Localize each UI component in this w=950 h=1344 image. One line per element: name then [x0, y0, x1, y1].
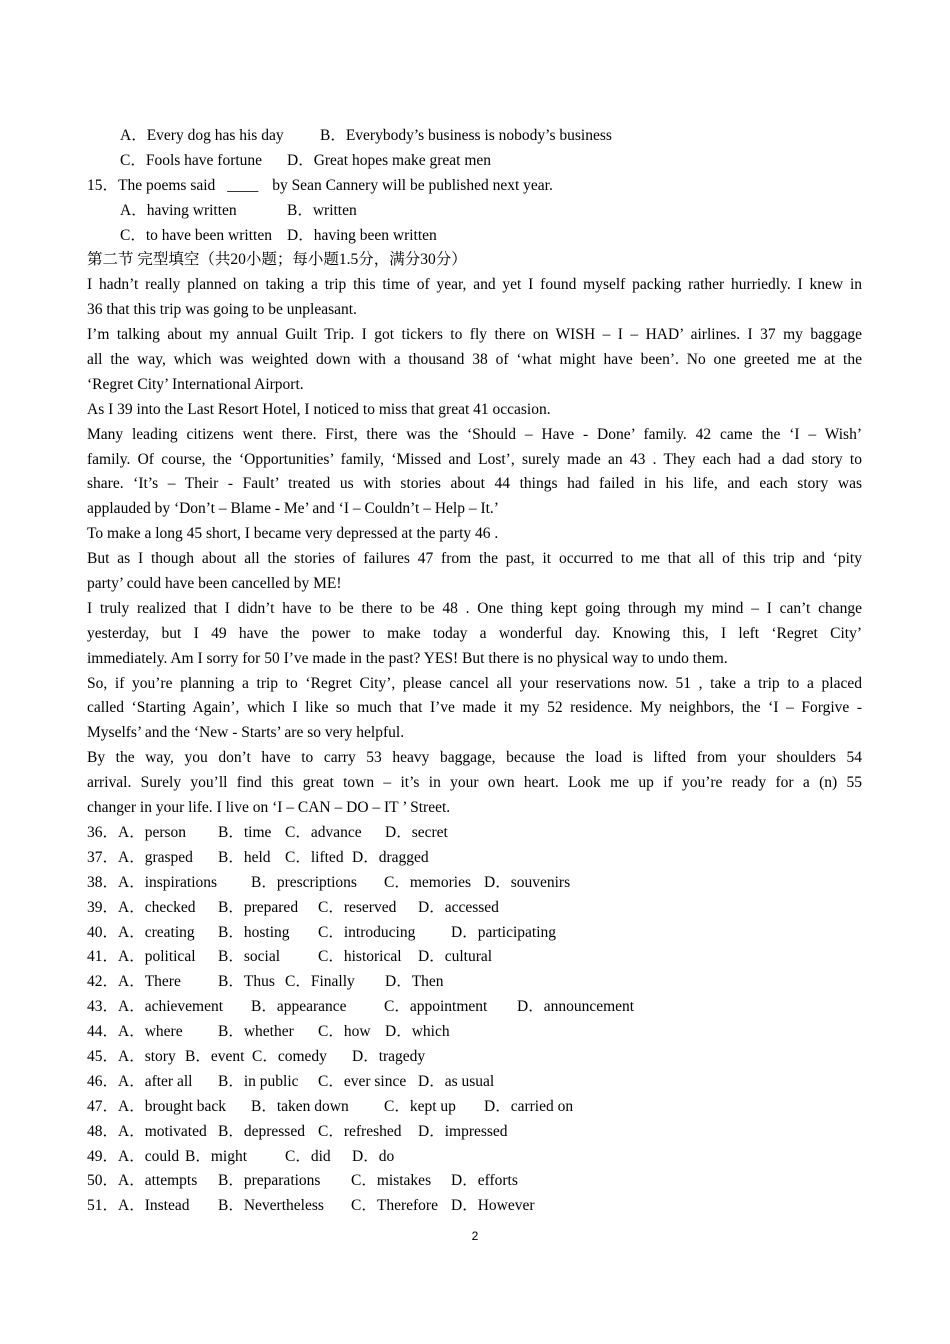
- option-b: B．might: [185, 1147, 248, 1165]
- q15-stem-pre: The poems said: [118, 176, 216, 194]
- page-content: [87, 124, 862, 1219]
- question-number: 41．: [87, 948, 119, 966]
- option-d: D．efforts: [451, 1172, 518, 1190]
- option-b: B．Thus: [218, 973, 275, 991]
- q14-option-b: B．Everybody’s business is nobody’s business: [320, 127, 612, 144]
- option-a: A．brought back: [118, 1097, 227, 1115]
- option-c: C．memories: [384, 873, 471, 891]
- cloze-question-50: [87, 1169, 862, 1194]
- option-a: A．There: [118, 973, 181, 991]
- passage-line: As I 39 into the Last Resort Hotel, I noticed to miss that great 41 occasion.: [87, 400, 551, 418]
- option-c: C．advance: [285, 823, 362, 841]
- q14-option-c: C．Fools have fortune: [120, 151, 263, 169]
- q15-number: 15．: [87, 176, 119, 194]
- option-d: D．However: [451, 1197, 535, 1215]
- cloze-question-46: [87, 1070, 862, 1095]
- option-c: C．refreshed: [318, 1122, 402, 1140]
- section-title: 第二节 完型填空（共20小题；每小题1.5分，满分30分）: [87, 251, 467, 269]
- option-a: A．creating: [118, 923, 195, 941]
- option-c: C．how: [318, 1023, 371, 1041]
- passage-line: I hadn’t really planned on taking a trip this time of year, and yet I found myself packing rather hurriedly. I knew in: [87, 276, 862, 294]
- option-d: D．do: [352, 1147, 395, 1165]
- passage-line: 36 that this trip was going to be unpleasant.: [87, 301, 357, 319]
- option-d: D．Then: [385, 973, 444, 991]
- cloze-question-38: [87, 871, 862, 896]
- option-b: B．hosting: [218, 923, 290, 941]
- q15-options-row-1: [87, 199, 862, 224]
- option-b: B．depressed: [218, 1122, 305, 1140]
- passage-line: arrival. Surely you’ll find this great town – it’s in your own heart. Look me up if you’re ready for a (n) 55: [87, 774, 862, 792]
- question-number: 50．: [87, 1172, 119, 1190]
- option-b: B．prepared: [218, 898, 299, 916]
- option-b: B．time: [218, 823, 272, 841]
- option-b: B．preparations: [218, 1172, 321, 1190]
- option-b: B．appearance: [251, 998, 347, 1016]
- option-d: D．impressed: [418, 1122, 508, 1140]
- cloze-question-40: [87, 921, 862, 946]
- option-c: C．reserved: [318, 898, 397, 916]
- cloze-question-45: [87, 1045, 862, 1070]
- option-b: B．event: [185, 1047, 245, 1065]
- cloze-question-36: [87, 821, 862, 846]
- question-number: 46．: [87, 1072, 119, 1090]
- cloze-question-41: [87, 945, 862, 970]
- question-number: 42．: [87, 973, 119, 991]
- option-b: B．Nevertheless: [218, 1197, 324, 1215]
- q14-options-row-2: [87, 149, 862, 174]
- q15-option-c: C．to have been written: [120, 226, 272, 244]
- passage-line: To make a long 45 short, I became very depressed at the party 46 .: [87, 525, 499, 543]
- q14-options-row-1: [87, 124, 862, 149]
- option-d: D．dragged: [352, 848, 429, 866]
- cloze-passage: [87, 273, 862, 821]
- passage-line: share. ‘It’s – Their - Fault’ treated us with stories about 44 things had failed in his life, and each story was: [87, 475, 862, 493]
- passage-line: But as I though about all the stories of failures 47 from the past, it occurred to me that all of this trip and ‘pity: [87, 550, 862, 568]
- option-a: A．person: [118, 823, 187, 841]
- page-number: 2: [471, 1229, 479, 1243]
- question-number: 36．: [87, 823, 119, 841]
- option-d: D．secret: [385, 823, 448, 841]
- q15-options-row-2: [87, 224, 862, 249]
- option-a: A．attempts: [118, 1172, 198, 1190]
- cloze-question-49: [87, 1145, 862, 1170]
- option-d: D．accessed: [418, 898, 499, 916]
- option-a: A．where: [118, 1023, 183, 1041]
- passage-line: called ‘Starting Again’, which I like so much that I’ve made it my 52 residence. My neighbors, the ‘I – Forgive -: [87, 699, 862, 717]
- passage-line: I truly realized that I didn’t have to be there to be 48 . One thing kept going through my mind – I can’t change: [87, 599, 862, 617]
- option-a: A．Instead: [118, 1197, 190, 1215]
- question-number: 43．: [87, 998, 119, 1016]
- option-c: C．Finally: [285, 973, 355, 991]
- option-c: C．lifted: [285, 848, 344, 866]
- question-number: 48．: [87, 1122, 119, 1140]
- cloze-question-43: [87, 995, 862, 1020]
- question-number: 44．: [87, 1023, 119, 1041]
- option-b: B．prescriptions: [251, 873, 357, 891]
- passage-line: yesterday, but I 49 have the power to make today a wonderful day. Knowing this, I left ‘Regret City’: [87, 624, 862, 642]
- option-b: B．taken down: [251, 1097, 349, 1115]
- option-a: A．inspirations: [118, 873, 218, 891]
- option-c: C．ever since: [318, 1072, 407, 1090]
- cloze-question-48: [87, 1120, 862, 1145]
- cloze-question-44: [87, 1020, 862, 1045]
- q15-option-a: A．having written: [120, 201, 237, 219]
- option-a: A．achievement: [118, 998, 224, 1016]
- question-number: 39．: [87, 898, 119, 916]
- q15-option-d: D．having been written: [287, 226, 437, 244]
- option-d: D．participating: [451, 923, 557, 941]
- option-a: A．motivated: [118, 1122, 207, 1140]
- option-c: C．comedy: [252, 1047, 327, 1065]
- passage-line: party’ could have been cancelled by ME!: [87, 575, 342, 593]
- cloze-question-42: [87, 970, 862, 995]
- option-a: A．could: [118, 1147, 180, 1165]
- q14-option-d: D．Great hopes make great men: [287, 151, 492, 169]
- passage-line: I’m talking about my annual Guilt Trip. I got tickers to fly there on WISH – I – HAD’ airlines. I 37 my baggage: [87, 326, 862, 344]
- question-number: 40．: [87, 923, 119, 941]
- cloze-question-47: [87, 1095, 862, 1120]
- option-d: D．announcement: [517, 998, 635, 1016]
- passage-line: ‘Regret City’ International Airport.: [87, 375, 304, 393]
- option-c: C．historical: [318, 948, 402, 966]
- option-d: D．which: [385, 1023, 450, 1041]
- option-a: A．political: [118, 948, 196, 966]
- question-number: 51．: [87, 1197, 119, 1215]
- question-number: 49．: [87, 1147, 119, 1165]
- q15-blank: ____: [227, 176, 259, 194]
- cloze-options: [87, 821, 862, 1219]
- question-number: 45．: [87, 1047, 119, 1065]
- passage-line: all the way, which was weighted down with a thousand 38 of ‘what might have been’. No one greeted me at the: [87, 351, 862, 369]
- option-c: C．did: [285, 1147, 331, 1165]
- question-number: 37．: [87, 848, 119, 866]
- question-number: 47．: [87, 1097, 119, 1115]
- option-b: B．held: [218, 848, 271, 866]
- option-b: B．in public: [218, 1072, 299, 1090]
- question-number: 38．: [87, 873, 119, 891]
- q15-stem: [87, 174, 862, 199]
- passage-line: By the way, you don’t have to carry 53 heavy baggage, because the load is lifted from your shoulders 54: [87, 749, 862, 767]
- passage-line: Myselfs’ and the ‘New - Starts’ are so very helpful.: [87, 724, 405, 742]
- option-c: C．Therefore: [351, 1197, 438, 1215]
- option-d: D．tragedy: [352, 1047, 426, 1065]
- option-d: D．as usual: [418, 1072, 495, 1090]
- passage-line: immediately. Am I sorry for 50 I’ve made in the past? YES! But there is no physical way to undo them.: [87, 649, 728, 667]
- q14-option-a: A．Every dog has his day: [120, 127, 284, 144]
- passage-line: family. Of course, the ‘Opportunities’ family, ‘Missed and Lost’, surely made an 43 . They each had a dad story to: [87, 450, 862, 468]
- option-d: D．carried on: [484, 1097, 574, 1115]
- q15-stem-post: by Sean Cannery will be published next year.: [272, 176, 553, 194]
- option-c: C．appointment: [384, 998, 488, 1016]
- option-c: C．introducing: [318, 923, 416, 941]
- passage-line: changer in your life. I live on ‘I – CAN – DO – IT ’ Street.: [87, 799, 451, 817]
- passage-line: So, if you’re planning a trip to ‘Regret City’, please cancel all your reservations now. 51 , take a trip to a placed: [87, 674, 862, 692]
- passage-line: applauded by ‘Don’t – Blame - Me’ and ‘I – Couldn’t – Help – It.’: [87, 500, 499, 518]
- option-d: D．souvenirs: [484, 873, 571, 891]
- option-a: A．checked: [118, 898, 196, 916]
- passage-line: Many leading citizens went there. First, there was the ‘Should – Have - Done’ family. 42 came the ‘I – Wish’: [87, 425, 862, 443]
- cloze-question-39: [87, 896, 862, 921]
- option-a: A．after all: [118, 1072, 193, 1090]
- cloze-question-37: [87, 846, 862, 871]
- q15-option-b: B．written: [287, 201, 357, 219]
- option-b: B．social: [218, 948, 281, 966]
- cloze-question-51: [87, 1194, 862, 1219]
- option-b: B．whether: [218, 1023, 294, 1041]
- option-c: C．kept up: [384, 1097, 456, 1115]
- option-a: A．story: [118, 1047, 176, 1065]
- option-d: D．cultural: [418, 948, 493, 966]
- option-a: A．grasped: [118, 848, 193, 866]
- option-c: C．mistakes: [351, 1172, 432, 1190]
